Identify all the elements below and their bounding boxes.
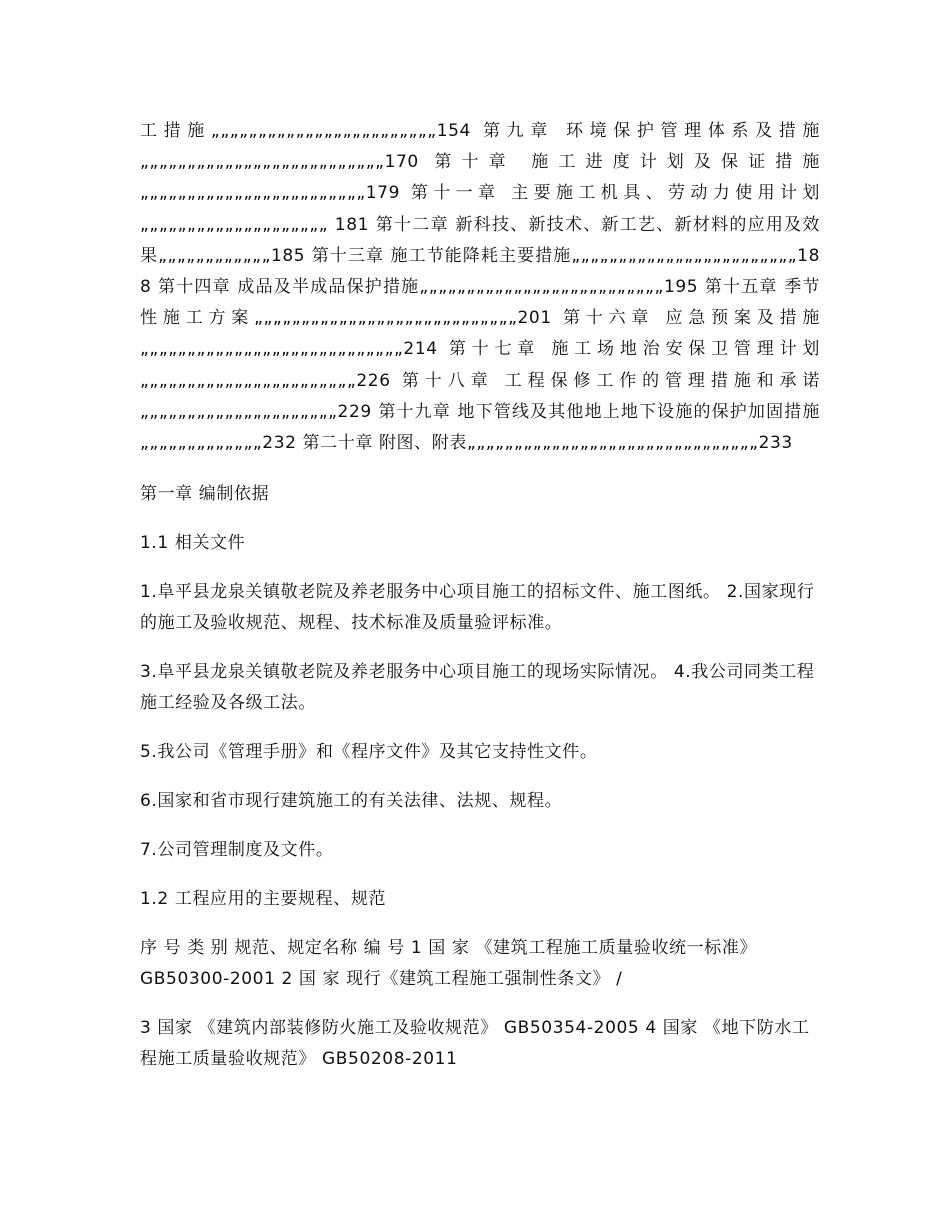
paragraph: 3 国家 《建筑内部装修防火施工及验收规范》 GB50354-2005 4 国家 《地下防水工程施工质量验收规范》 GB50208-2011	[140, 1018, 810, 1070]
document-page	[140, 116, 820, 1075]
chapter-heading: 第一章 编制依据	[140, 484, 270, 505]
paragraph: 6.国家和省市现行建筑施工的有关法律、法规、规程。	[140, 791, 563, 812]
paragraph: 5.我公司《管理手册》和《程序文件》及其它支持性文件。	[140, 742, 598, 763]
paragraph: 1.阜平县龙泉关镇敬老院及养老服务中心项目施工的招标文件、施工图纸。 2.国家现行的施工及验收规范、规程、技术标准及质量验评标准。	[140, 582, 815, 634]
paragraph: 7.公司管理制度及文件。	[140, 840, 334, 861]
section-heading-1-1: 1.1 相关文件	[140, 533, 246, 554]
paragraph: 序 号 类 别 规范、规定名称 编 号 1 国 家 《建筑工程施工质量验收统一标准》 GB50300-2001 2 国 家 现行《建筑工程施工强制性条文》 /	[140, 938, 758, 990]
paragraph: 3.阜平县龙泉关镇敬老院及养老服务中心项目施工的现场实际情况。 4.我公司同类工程施工经验及各级工法。	[140, 662, 815, 714]
toc-continuation: 工措施„„„„„„„„„„„„„„„„„„„„„„„„154 第九章 环境保护管理体系及措施„„„„„„„„„„„„„„„„„„„„„„„„„„170 第十章 施工进度计划及保证措施„„„„„„„„„„„„„„„„„„„„„„„„179 第十一章 主要施工机具、劳动力使用计划„„„„„„„„„„„„„„„„„„„„ 181 第十二章 新科技、新技术、新工艺、新材料的应用及效果„„„„„„„„„„„„185 第十三章 施工节能降耗主要措施„„„„„„„„„„„„„„„„„„„„„„„„188 第十四章 成品及半成品保护措施„„„„„„„„„„„„„„„„„„„„„„„„„„195 第十五章 季节性施工方案„„„„„„„„„„„„„„„„„„„„„„„„„„„„201 第十六章 应急预案及措施„„„„„„„„„„„„„„„„„„„„„„„„„„„„214 第十七章 施工场地治安保卫管理计划„„„„„„„„„„„„„„„„„„„„„„„226 第十八章 工程保修工作的管理措施和承诺„„„„„„„„„„„„„„„„„„„„„229 第十九章 地下管线及其他地上地下设施的保护加固措施„„„„„„„„„„„„„232 第二十章 附图、附表„„„„„„„„„„„„„„„„„„„„„„„„„„„„„„„233	[140, 121, 820, 454]
section-heading-1-2: 1.2 工程应用的主要规程、规范	[140, 889, 387, 910]
